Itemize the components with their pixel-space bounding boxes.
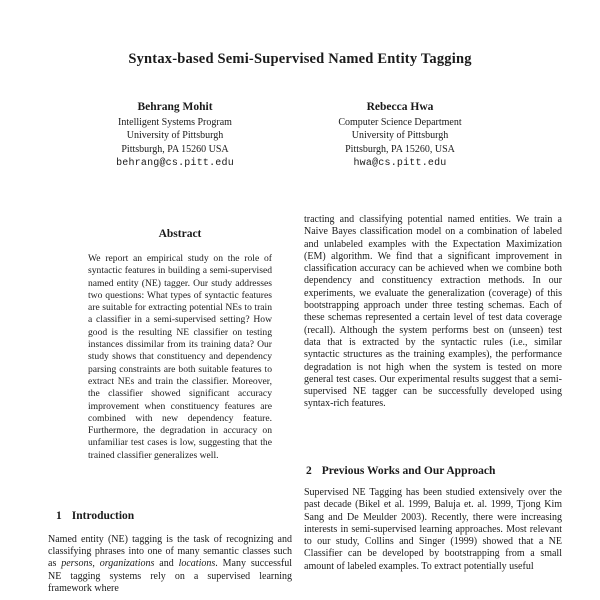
abstract-heading: Abstract bbox=[158, 228, 202, 240]
author-affiliation-university: University of Pittsburgh bbox=[351, 130, 449, 142]
intro-italic-persons: persons bbox=[61, 558, 93, 570]
author-block-right bbox=[283, 100, 517, 170]
section-2-number: 2 bbox=[306, 465, 312, 477]
paper-title: Syntax-based Semi-Supervised Named Entity Tagging bbox=[128, 51, 472, 67]
right-column-continuation-paragraph: tracting and classifying potential named entities. We train a Naive Bayes classification model on a combination of labeled and unlabeled examples with the Expectation Maximization (EM) algorithm. We find that a significant improvement in classification accuracy can be achieved when we combine both dependency and constituency extraction methods. In our experiments, we evaluate the generalization (coverage) of this bootstrapping approach under three testing schemas. Each of these schemas represented a certain level of test data coverage (recall). Although the system performs best on (unseen) test data that is extracted by the syntactic rules (i.e., similar syntactic structures as the training examples), the performance degradation is not high when the system is tested on more general test cases. Our experimental results suggest that a semi-supervised NE tagger can be successfully developed using syntax-rich features. bbox=[304, 214, 562, 410]
intro-text-1: Named entity (NE) tagging is the task of recognizing and classifying phrases into one of many semantic classes such as bbox=[48, 534, 292, 570]
previous-works-paragraph: Supervised NE Tagging has been studied extensively over the past decade (Bikel et al. 1999, Baluja et. al. 1999, Tjong Kim Sang and De Meulder 2003). Recently, there were increasing interests in semi-supervised learning approaches. Most relevant to our study, Collins and Singer (1999) showed that a NE Classifier can be developed by bootstrapping from a small amount of labeled examples. To extract potentially useful bbox=[304, 487, 562, 572]
author-email: hwa@cs.pitt.edu bbox=[353, 158, 447, 170]
author-affiliation-university: University of Pittsburgh bbox=[126, 130, 224, 142]
intro-italic-locations: locations bbox=[178, 558, 216, 570]
author-affiliation-program: Intelligent Systems Program bbox=[118, 117, 232, 128]
author-block-left bbox=[58, 100, 292, 170]
section-2-title: Previous Works and Our Approach bbox=[321, 465, 496, 477]
section-1-heading bbox=[56, 510, 134, 522]
author-name: Behrang Mohit bbox=[137, 101, 213, 113]
author-affiliation-address: Pittsburgh, PA 15260, USA bbox=[345, 143, 455, 155]
intro-text-4: . Many successful NE tagging systems rely on a supervised learning framework where bbox=[48, 558, 292, 594]
intro-text-2: , bbox=[92, 558, 100, 570]
section-2-heading bbox=[306, 465, 495, 477]
author-affiliation-address: Pittsburgh, PA 15260 USA bbox=[121, 143, 229, 155]
author-name: Rebecca Hwa bbox=[366, 101, 434, 113]
introduction-paragraph bbox=[48, 534, 292, 595]
author-email: behrang@cs.pitt.edu bbox=[116, 158, 234, 170]
author-affiliation-department: Computer Science Department bbox=[338, 117, 462, 128]
intro-text-3: and bbox=[154, 558, 179, 570]
section-1-number: 1 bbox=[56, 510, 62, 522]
section-1-title: Introduction bbox=[71, 510, 135, 522]
intro-italic-organizations: organizations bbox=[99, 558, 155, 570]
abstract-text: We report an empirical study on the role of syntactic features in building a semi-supervised named entity (NE) tagger. Our study addresses two questions: What types of syntactic features are suitable for extracting potential NEs to train a classifier in a semi-supervised setting? How good is the resulting NE classifier on testing instances dissimilar from its training data? Our study shows that constituency and dependency parsing constraints are both suitable features to extract NEs and train the classifier. Moreover, the classifier showed significant accuracy improvement when constituency features are combined with new dependency feature. Furthermore, the degradation in accuracy on unfamiliar test cases is low, suggesting that the trained classifier generalizes well. bbox=[88, 253, 272, 461]
